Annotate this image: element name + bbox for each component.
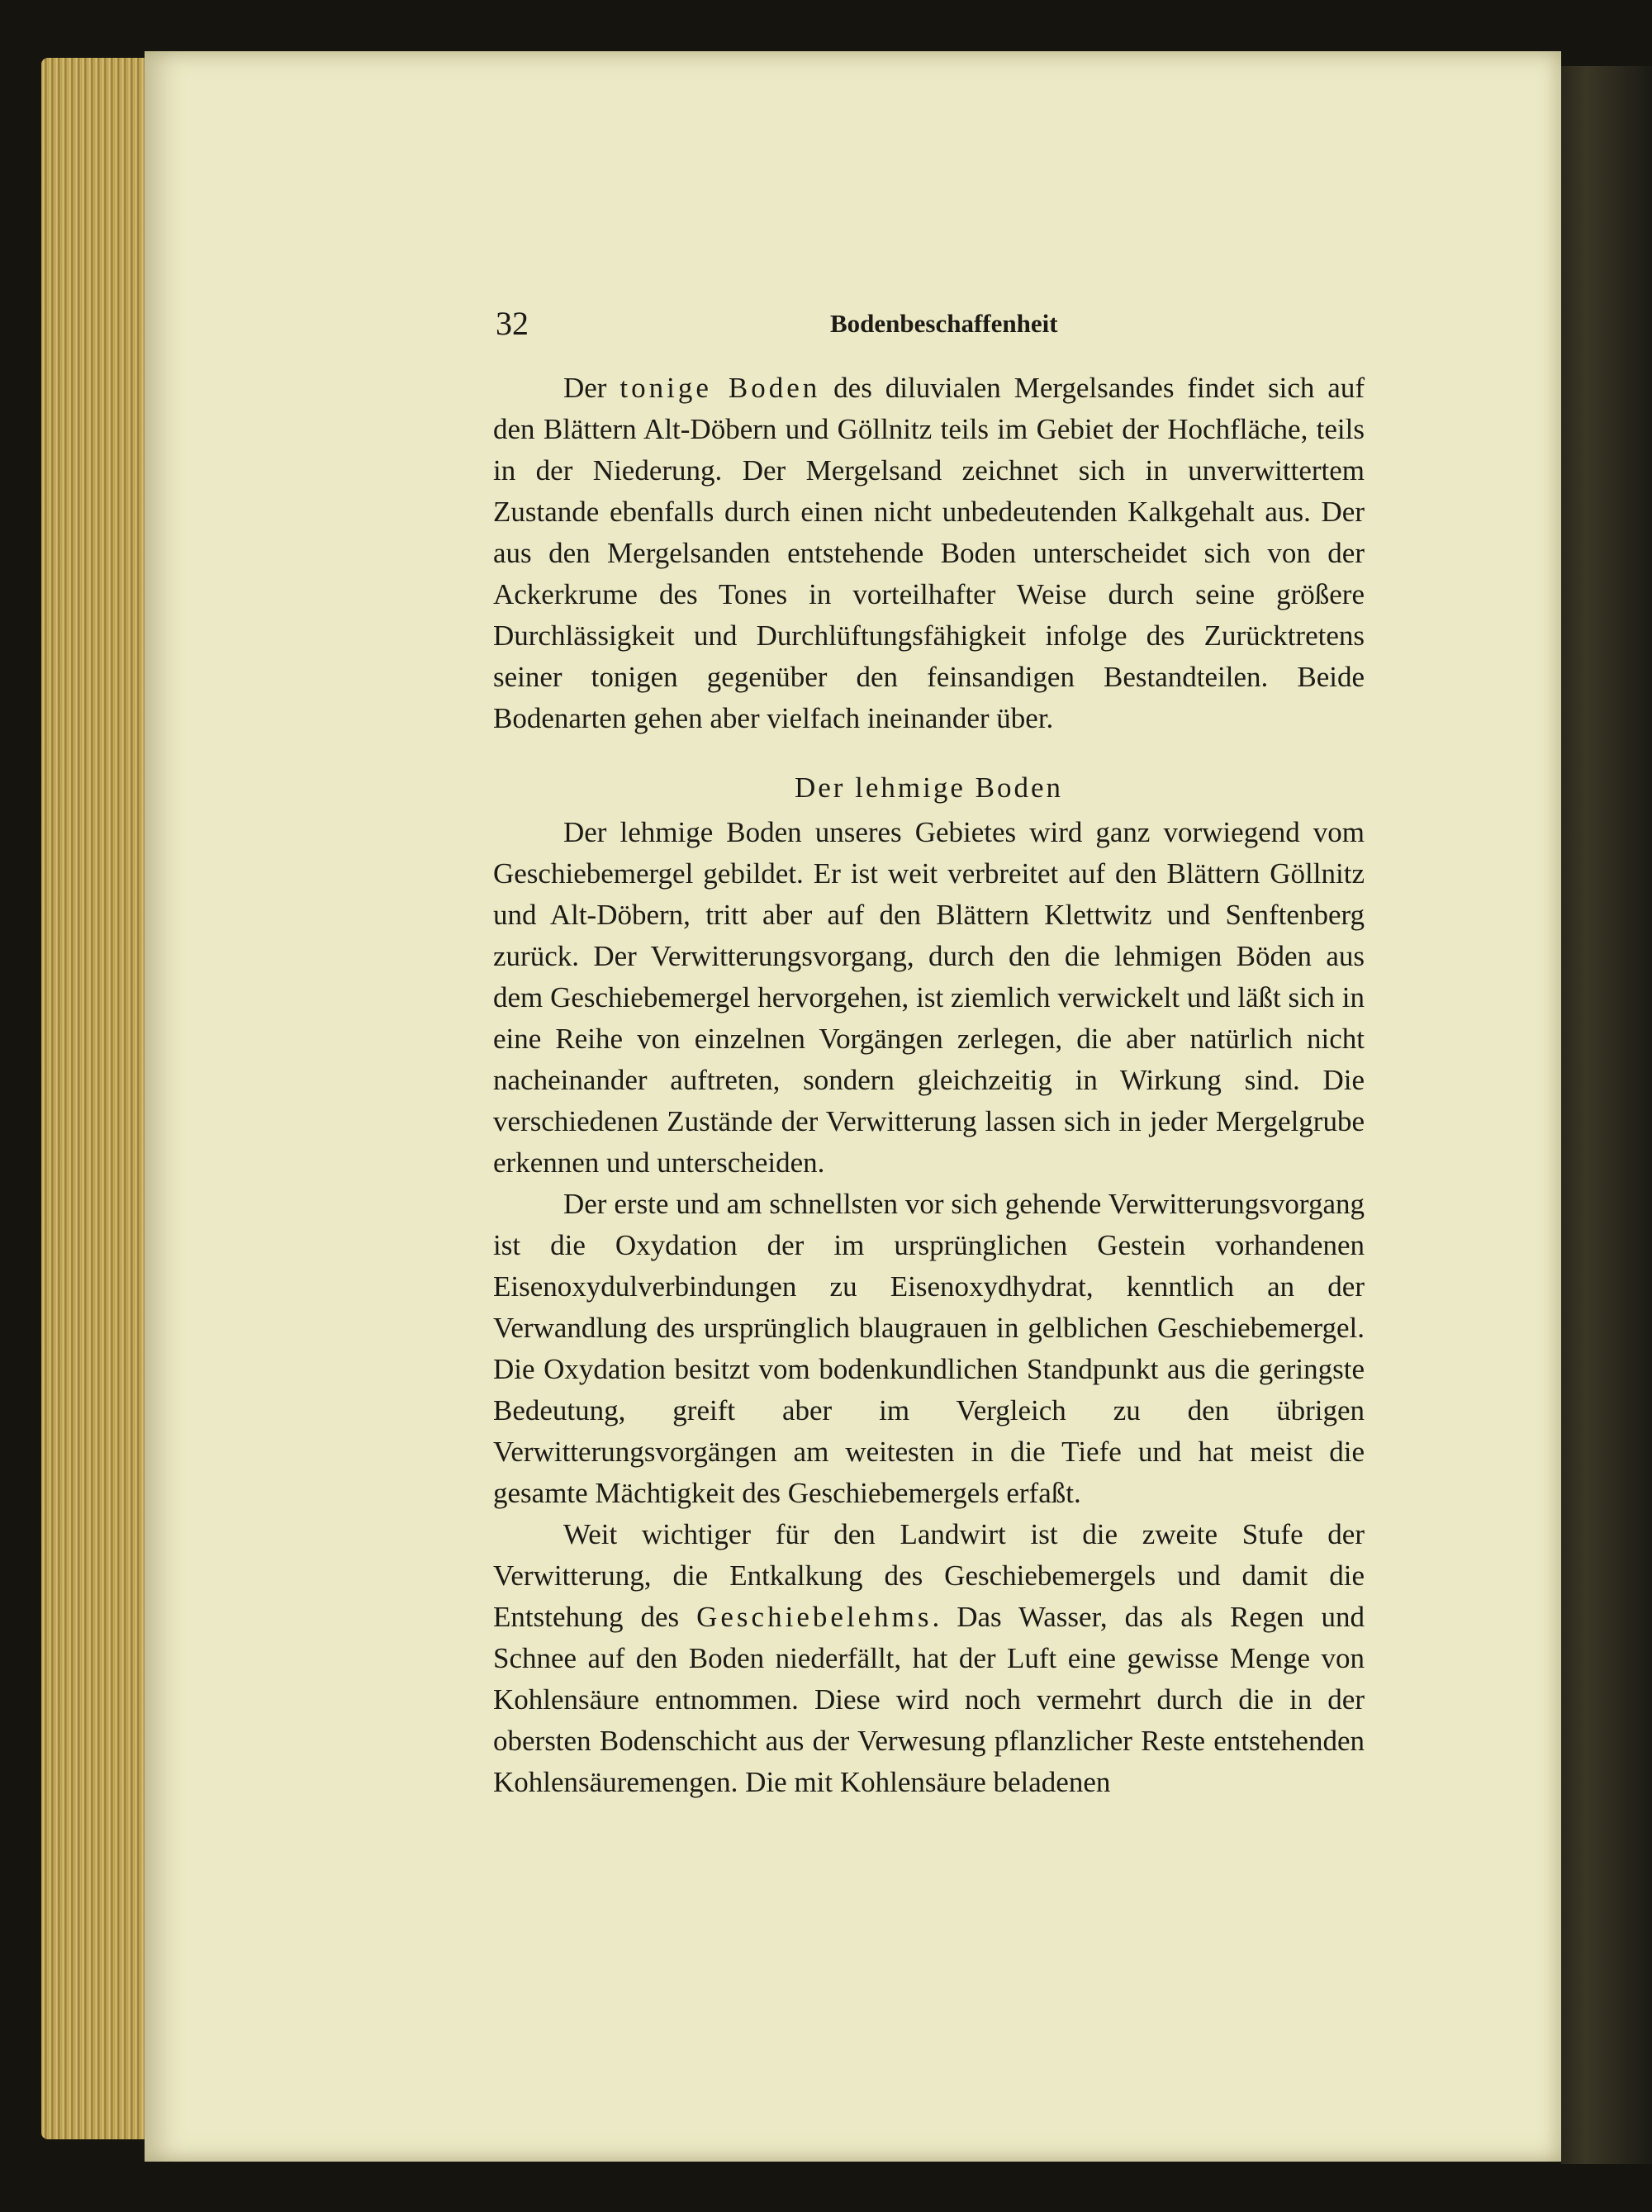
page-number: 32 <box>496 305 529 342</box>
paragraph-text: Weit wichtiger für den Landwirt ist die zweite Stufe der Verwitterung, die Entkalkung des Geschiebemergels und damit die Entstehung des <box>493 1518 1365 1633</box>
paragraph-entkalkung <box>493 1514 1365 1803</box>
page-edges <box>41 58 153 2139</box>
paragraph-text: des diluvialen Mergelsandes findet sich auf den Blättern Alt-Döbern und Göllnitz teils im Gebiet der Hochfläche, teils in der Niederung. Der Mergelsand zeichnet sich in unverwittertem Zustande ebenfalls durch einen nicht unbedeutenden Kalkgehalt aus. Der aus den Mergelsanden entstehende Boden unterscheidet sich von der Ackerkrume des Tones in vorteilhafter Weise durch seine größere Durchlässigkeit und Durchlüftungsfähigkeit infolge des Zurücktretens seiner tonigen gegenüber den feinsandigen Bestandteilen. Beide Bodenarten gehen aber vielfach ineinander über. <box>493 372 1365 734</box>
paragraph-text: Der <box>563 372 620 404</box>
facing-page-edge <box>1561 66 1652 2164</box>
paragraph-text: . Das Wasser, das als Regen und Schnee auf den Boden niederfällt, hat der Luft eine gewisse Menge von Kohlensäure entnommen. Diese wird noch vermehrt durch die in der obersten Bodenschicht aus der Verwesung pflanzlicher Reste entstehenden Kohlensäuremengen. Die mit Kohlensäure beladenen <box>493 1601 1365 1798</box>
section-heading: Der lehmige Boden <box>794 771 1064 804</box>
running-title: Bodenbeschaffenheit <box>830 309 1058 338</box>
emphasized-term: tonige Boden <box>620 372 821 404</box>
page-header <box>496 304 1363 345</box>
paragraph-tonige-boden <box>493 368 1365 739</box>
body-text <box>493 368 1365 1803</box>
paragraph-lehmige-boden: Der lehmige Boden unseres Gebietes wird ganz vorwiegend vom Geschiebemergel gebildet. Er ist weit verbreitet auf den Blättern Göllnitz und Alt-Döbern, tritt aber auf den Blättern Klettwitz und Senftenberg zurück. Der Verwitterungsvorgang, durch den die lehmigen Böden aus dem Geschiebemergel hervorgehen, ist ziemlich verwickelt und läßt sich in eine Reihe von einzelnen Vorgängen zerlegen, die aber natürlich nicht nacheinander auftreten, sondern gleichzeitig in Wirkung sind. Die verschiedenen Zustände der Verwitterung lassen sich in jeder Mergelgrube erkennen und unterscheiden. <box>493 816 1365 1179</box>
paragraph-oxydation: Der erste und am schnellsten vor sich gehende Verwitterungsvorgang ist die Oxydation der im ursprünglichen Gestein vorhandenen Eisenoxydulverbindungen zu Eisenoxydhydrat, kenntlich an der Verwandlung des ursprünglich blaugrauen in gelblichen Geschiebemergel. Die Oxydation besitzt vom bodenkundlichen Standpunkt aus die geringste Bedeutung, greift aber im Vergleich zu den übrigen Verwitterungsvorgängen am weitesten in die Tiefe und hat meist die gesamte Mächtigkeit des Geschiebemergels erfaßt. <box>493 1188 1365 1509</box>
emphasized-term: Geschiebelehms <box>696 1601 933 1633</box>
